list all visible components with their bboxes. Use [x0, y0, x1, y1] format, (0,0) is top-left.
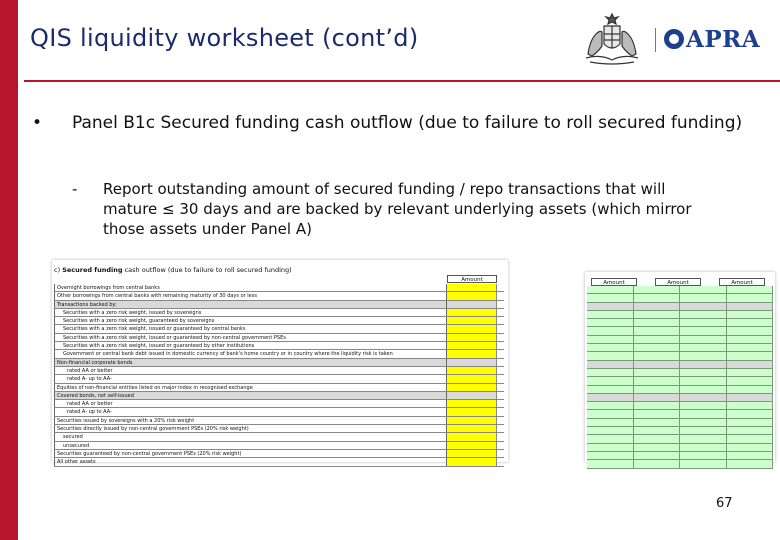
green-amount-cell[interactable] — [587, 303, 634, 310]
green-amount-cell[interactable] — [680, 394, 727, 401]
green-amount-cell[interactable] — [727, 435, 774, 442]
green-amount-cell[interactable] — [587, 369, 634, 376]
green-amount-cell[interactable] — [587, 377, 634, 384]
row-label: rated AA or better — [54, 367, 447, 374]
amount-input-cell[interactable] — [447, 425, 497, 432]
table-row — [54, 325, 504, 333]
table-row — [54, 284, 504, 292]
green-amount-cell[interactable] — [680, 377, 727, 384]
green-amount-cell[interactable] — [680, 361, 727, 368]
green-amount-cell[interactable] — [634, 294, 681, 301]
green-amount-cell[interactable] — [587, 361, 634, 368]
worksheet-title: c) Secured funding cash outflow (due to failure to roll secured funding) — [54, 266, 292, 274]
row-label: unsecured — [54, 442, 447, 449]
green-amount-cell[interactable] — [727, 394, 774, 401]
row-label: rated A- up to AA- — [54, 375, 447, 382]
green-amount-cell[interactable] — [587, 452, 634, 459]
green-amount-cell[interactable] — [680, 452, 727, 459]
sub-bullet-symbol: - — [72, 180, 78, 198]
green-table-row — [587, 286, 773, 294]
green-amount-cell[interactable] — [587, 410, 634, 417]
green-amount-cell[interactable] — [680, 410, 727, 417]
green-amount-cell[interactable] — [587, 419, 634, 426]
green-amount-cell[interactable] — [587, 294, 634, 301]
apra-ring-icon — [664, 29, 684, 49]
amount-input-cell[interactable] — [447, 433, 497, 440]
green-amount-cell[interactable] — [634, 460, 681, 467]
green-table-row — [587, 394, 773, 402]
green-amount-cell[interactable] — [634, 344, 681, 351]
green-amount-cell[interactable] — [587, 336, 634, 343]
table-row — [54, 425, 504, 433]
row-label: Securities with a zero risk weight, issued by sovereigns — [54, 309, 447, 316]
green-amount-cell[interactable] — [680, 319, 727, 326]
green-amount-cell[interactable] — [727, 444, 774, 451]
row-label: rated AA or better — [54, 400, 447, 407]
green-rows — [587, 286, 773, 469]
table-row — [54, 433, 504, 441]
table-row — [54, 417, 504, 425]
row-label: Government or central bank debt issued in domestic currency of bank's home country or in country where the liquidity risk is taken — [54, 350, 447, 357]
amount-input-cell[interactable] — [447, 408, 497, 415]
apra-logo — [664, 24, 760, 54]
green-amount-cell[interactable] — [587, 286, 634, 293]
green-amount-cell[interactable] — [727, 402, 774, 409]
slide-title: QIS liquidity worksheet (cont’d) — [30, 24, 419, 52]
green-table-row — [587, 344, 773, 352]
secured-funding-worksheet — [52, 260, 508, 466]
green-amount-cell[interactable] — [680, 286, 727, 293]
row-label: Other borrowings from central banks with remaining maturity of 30 days or less — [54, 292, 447, 299]
table-row — [54, 450, 504, 458]
left-accent-bar — [0, 0, 18, 540]
green-table-row — [587, 460, 773, 468]
row-label: Equities of non-financial entities listed on major index in recognised exchange — [54, 384, 447, 391]
table-row — [54, 317, 504, 325]
green-table-row — [587, 311, 773, 319]
table-row — [54, 301, 504, 309]
table-row — [54, 408, 504, 416]
green-amount-cell[interactable] — [587, 327, 634, 334]
green-table-row — [587, 352, 773, 360]
green-amount-cell[interactable] — [727, 352, 774, 359]
green-table-row — [587, 377, 773, 385]
green-amount-cell[interactable] — [680, 294, 727, 301]
green-amount-cell[interactable] — [634, 361, 681, 368]
green-table-row — [587, 369, 773, 377]
amount-input-cell[interactable] — [447, 292, 497, 299]
green-amount-header-2: Amount — [655, 278, 701, 286]
green-amount-cell[interactable] — [634, 419, 681, 426]
green-amount-cell[interactable] — [680, 386, 727, 393]
green-amount-cell[interactable] — [634, 311, 681, 318]
amount-input-cell[interactable] — [447, 442, 497, 449]
green-amount-cell[interactable] — [680, 311, 727, 318]
green-table-row — [587, 402, 773, 410]
row-label: Transactions backed by: — [54, 301, 447, 308]
green-amount-cell[interactable] — [634, 336, 681, 343]
green-table-row — [587, 294, 773, 302]
green-amount-cell[interactable] — [587, 427, 634, 434]
table-row — [54, 350, 504, 358]
green-amount-cell[interactable] — [727, 336, 774, 343]
amount-input-cell[interactable] — [447, 317, 497, 324]
row-label: Securities guaranteed by non-central government PSEs (20% risk weight) — [54, 450, 447, 457]
row-label: rated A- up to AA- — [54, 408, 447, 415]
green-table-row — [587, 386, 773, 394]
table-row — [54, 342, 504, 350]
amount-input-cell[interactable] — [447, 384, 497, 391]
amount-input-cell[interactable] — [447, 350, 497, 357]
row-label: Securities with a zero risk weight, issued or guaranteed by other institutions — [54, 342, 447, 349]
green-amount-sheet — [585, 272, 775, 462]
sub-bullet-text: Report outstanding amount of secured funding / repo transactions that will mature ≤ 30 days and are backed by relevant underlying assets (which mirror those assets under Panel A) — [103, 180, 692, 238]
amount-input-cell[interactable] — [447, 400, 497, 407]
green-table-row — [587, 336, 773, 344]
bullet-text: Panel B1c Secured funding cash outflow (due to failure to roll secured funding) — [72, 113, 743, 133]
green-amount-cell[interactable] — [727, 419, 774, 426]
green-amount-cell[interactable] — [587, 444, 634, 451]
page-number: 67 — [716, 496, 733, 511]
row-label: Securities issued by sovereigns with a 20% risk weight — [54, 417, 447, 424]
title-underline — [24, 80, 780, 82]
green-amount-cell[interactable] — [727, 327, 774, 334]
green-amount-cell[interactable] — [634, 327, 681, 334]
sub-bullet — [72, 179, 722, 239]
green-amount-cell[interactable] — [587, 319, 634, 326]
row-label: Non-financial corporate bonds — [54, 359, 447, 366]
green-table-row — [587, 303, 773, 311]
amount-input-cell[interactable] — [447, 375, 497, 382]
green-amount-cell[interactable] — [587, 394, 634, 401]
amount-input-cell[interactable] — [447, 392, 497, 399]
green-amount-cell[interactable] — [634, 394, 681, 401]
green-amount-cell[interactable] — [634, 435, 681, 442]
green-amount-cell[interactable] — [727, 369, 774, 376]
table-row — [54, 375, 504, 383]
green-amount-cell[interactable] — [727, 319, 774, 326]
amount-input-cell[interactable] — [447, 367, 497, 374]
green-amount-cell[interactable] — [727, 294, 774, 301]
table-row — [54, 309, 504, 317]
green-amount-cell[interactable] — [727, 427, 774, 434]
green-amount-cell[interactable] — [634, 410, 681, 417]
table-row — [54, 392, 504, 400]
row-label: Securities with a zero risk weight, issued or guaranteed by non-central government PSEs — [54, 334, 447, 341]
table-row — [54, 384, 504, 392]
green-amount-cell[interactable] — [587, 402, 634, 409]
green-table-row — [587, 419, 773, 427]
main-bullet — [32, 112, 752, 135]
table-row — [54, 334, 504, 342]
table-row — [54, 458, 504, 466]
green-amount-cell[interactable] — [634, 452, 681, 459]
green-amount-cell[interactable] — [727, 460, 774, 467]
green-amount-header-1: Amount — [591, 278, 637, 286]
coat-of-arms-icon — [580, 12, 644, 68]
green-amount-cell[interactable] — [634, 303, 681, 310]
green-amount-cell[interactable] — [680, 419, 727, 426]
green-amount-cell[interactable] — [680, 460, 727, 467]
bullet-symbol: • — [32, 113, 43, 133]
green-table-row — [587, 444, 773, 452]
amount-input-cell[interactable] — [447, 417, 497, 424]
green-table-row — [587, 435, 773, 443]
amount-input-cell[interactable] — [447, 309, 497, 316]
logo-divider — [655, 28, 656, 52]
green-amount-cell[interactable] — [634, 402, 681, 409]
table-row — [54, 292, 504, 300]
amount-input-cell[interactable] — [447, 284, 497, 291]
green-amount-cell[interactable] — [727, 303, 774, 310]
green-amount-cell[interactable] — [680, 327, 727, 334]
green-amount-cell[interactable] — [587, 435, 634, 442]
green-amount-cell[interactable] — [727, 410, 774, 417]
green-amount-cell[interactable] — [680, 344, 727, 351]
green-table-row — [587, 452, 773, 460]
green-amount-cell[interactable] — [634, 319, 681, 326]
row-label: Securities with a zero risk weight, guaranteed by sovereigns — [54, 317, 447, 324]
green-amount-cell[interactable] — [587, 311, 634, 318]
green-amount-cell[interactable] — [634, 352, 681, 359]
green-table-row — [587, 427, 773, 435]
green-amount-cell[interactable] — [587, 386, 634, 393]
amount-input-cell[interactable] — [447, 359, 497, 366]
green-amount-cell[interactable] — [680, 427, 727, 434]
green-amount-cell[interactable] — [727, 344, 774, 351]
green-amount-cell[interactable] — [680, 402, 727, 409]
table-row — [54, 367, 504, 375]
green-amount-cell[interactable] — [587, 460, 634, 467]
green-amount-cell[interactable] — [727, 452, 774, 459]
green-amount-cell[interactable] — [680, 352, 727, 359]
green-amount-cell[interactable] — [680, 369, 727, 376]
table-row — [54, 359, 504, 367]
amount-input-cell[interactable] — [447, 458, 497, 465]
green-amount-cell[interactable] — [587, 352, 634, 359]
amount-input-cell[interactable] — [447, 325, 497, 332]
green-table-row — [587, 361, 773, 369]
row-label: secured — [54, 433, 447, 440]
green-amount-cell[interactable] — [634, 286, 681, 293]
green-amount-cell[interactable] — [727, 286, 774, 293]
green-table-row — [587, 410, 773, 418]
green-table-row — [587, 327, 773, 335]
green-amount-cell[interactable] — [634, 369, 681, 376]
amount-input-cell[interactable] — [447, 450, 497, 457]
green-amount-cell[interactable] — [727, 361, 774, 368]
green-amount-cell[interactable] — [727, 311, 774, 318]
green-amount-cell[interactable] — [634, 386, 681, 393]
row-label: Securities directly issued by non-central government PSEs (20% risk weight) — [54, 425, 447, 432]
green-amount-cell[interactable] — [727, 386, 774, 393]
green-amount-cell[interactable] — [634, 377, 681, 384]
green-amount-cell[interactable] — [727, 377, 774, 384]
green-amount-cell[interactable] — [680, 435, 727, 442]
green-amount-cell[interactable] — [634, 427, 681, 434]
row-label: Overnight borrowings from central banks — [54, 284, 447, 291]
row-label: Securities with a zero risk weight, issued or guaranteed by central banks — [54, 325, 447, 332]
amount-column-header: Amount — [447, 275, 497, 283]
row-label: All other assets — [54, 458, 447, 465]
green-amount-cell[interactable] — [680, 303, 727, 310]
green-amount-cell[interactable] — [634, 444, 681, 451]
green-amount-cell[interactable] — [680, 444, 727, 451]
table-row — [54, 400, 504, 408]
green-amount-cell[interactable] — [680, 336, 727, 343]
green-amount-cell[interactable] — [587, 344, 634, 351]
row-label: Covered bonds, not self-issued — [54, 392, 447, 399]
green-amount-header-3: Amount — [719, 278, 765, 286]
green-table-row — [587, 319, 773, 327]
amount-input-cell[interactable] — [447, 334, 497, 341]
table-row — [54, 442, 504, 450]
worksheet-rows — [54, 284, 504, 467]
amount-input-cell[interactable] — [447, 301, 497, 308]
amount-input-cell[interactable] — [447, 342, 497, 349]
apra-logo-text: APRA — [686, 25, 761, 53]
